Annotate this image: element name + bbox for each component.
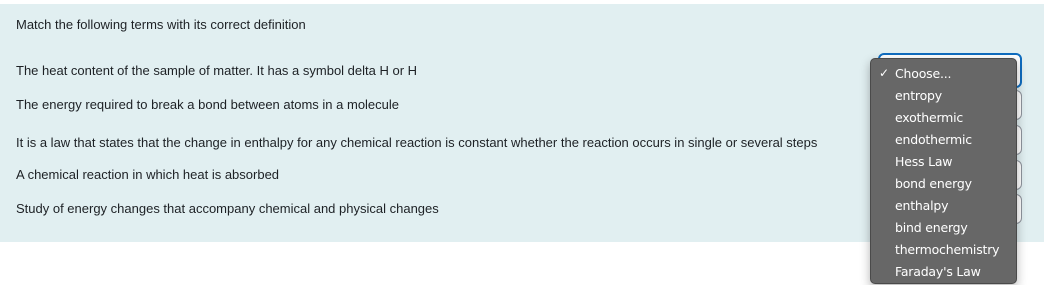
question-instructions: Match the following terms with its correct definition [16,17,306,32]
term-4-text: A chemical reaction in which heat is absorbed [16,167,280,182]
option-bind-energy[interactable]: bind energy [895,220,968,235]
option-bond-energy[interactable]: bond energy [895,176,972,191]
option-thermochemistry[interactable]: thermochemistry [895,242,1000,257]
option-entropy[interactable]: entropy [895,88,942,103]
checkmark-icon: ✓ [879,66,890,80]
term-2-text: The energy required to break a bond between atoms in a molecule [16,97,400,112]
answer-dropdown-menu [870,58,1017,284]
term-3-text: It is a law that states that the change in enthalpy for any chemical reaction is constant whether the reaction occurs in single or several steps [16,135,818,150]
term-1-text: The heat content of the sample of matter. It has a symbol delta H or H [16,63,418,78]
option-enthalpy[interactable]: enthalpy [895,198,949,213]
term-5-text: Study of energy changes that accompany chemical and physical changes [16,201,439,216]
option-faradays-law[interactable]: Faraday's Law [895,264,981,279]
option-exothermic[interactable]: exothermic [895,110,964,125]
option-choose[interactable]: Choose... [895,66,952,81]
option-hess-law[interactable]: Hess Law [895,154,953,169]
option-endothermic[interactable]: endothermic [895,132,972,147]
